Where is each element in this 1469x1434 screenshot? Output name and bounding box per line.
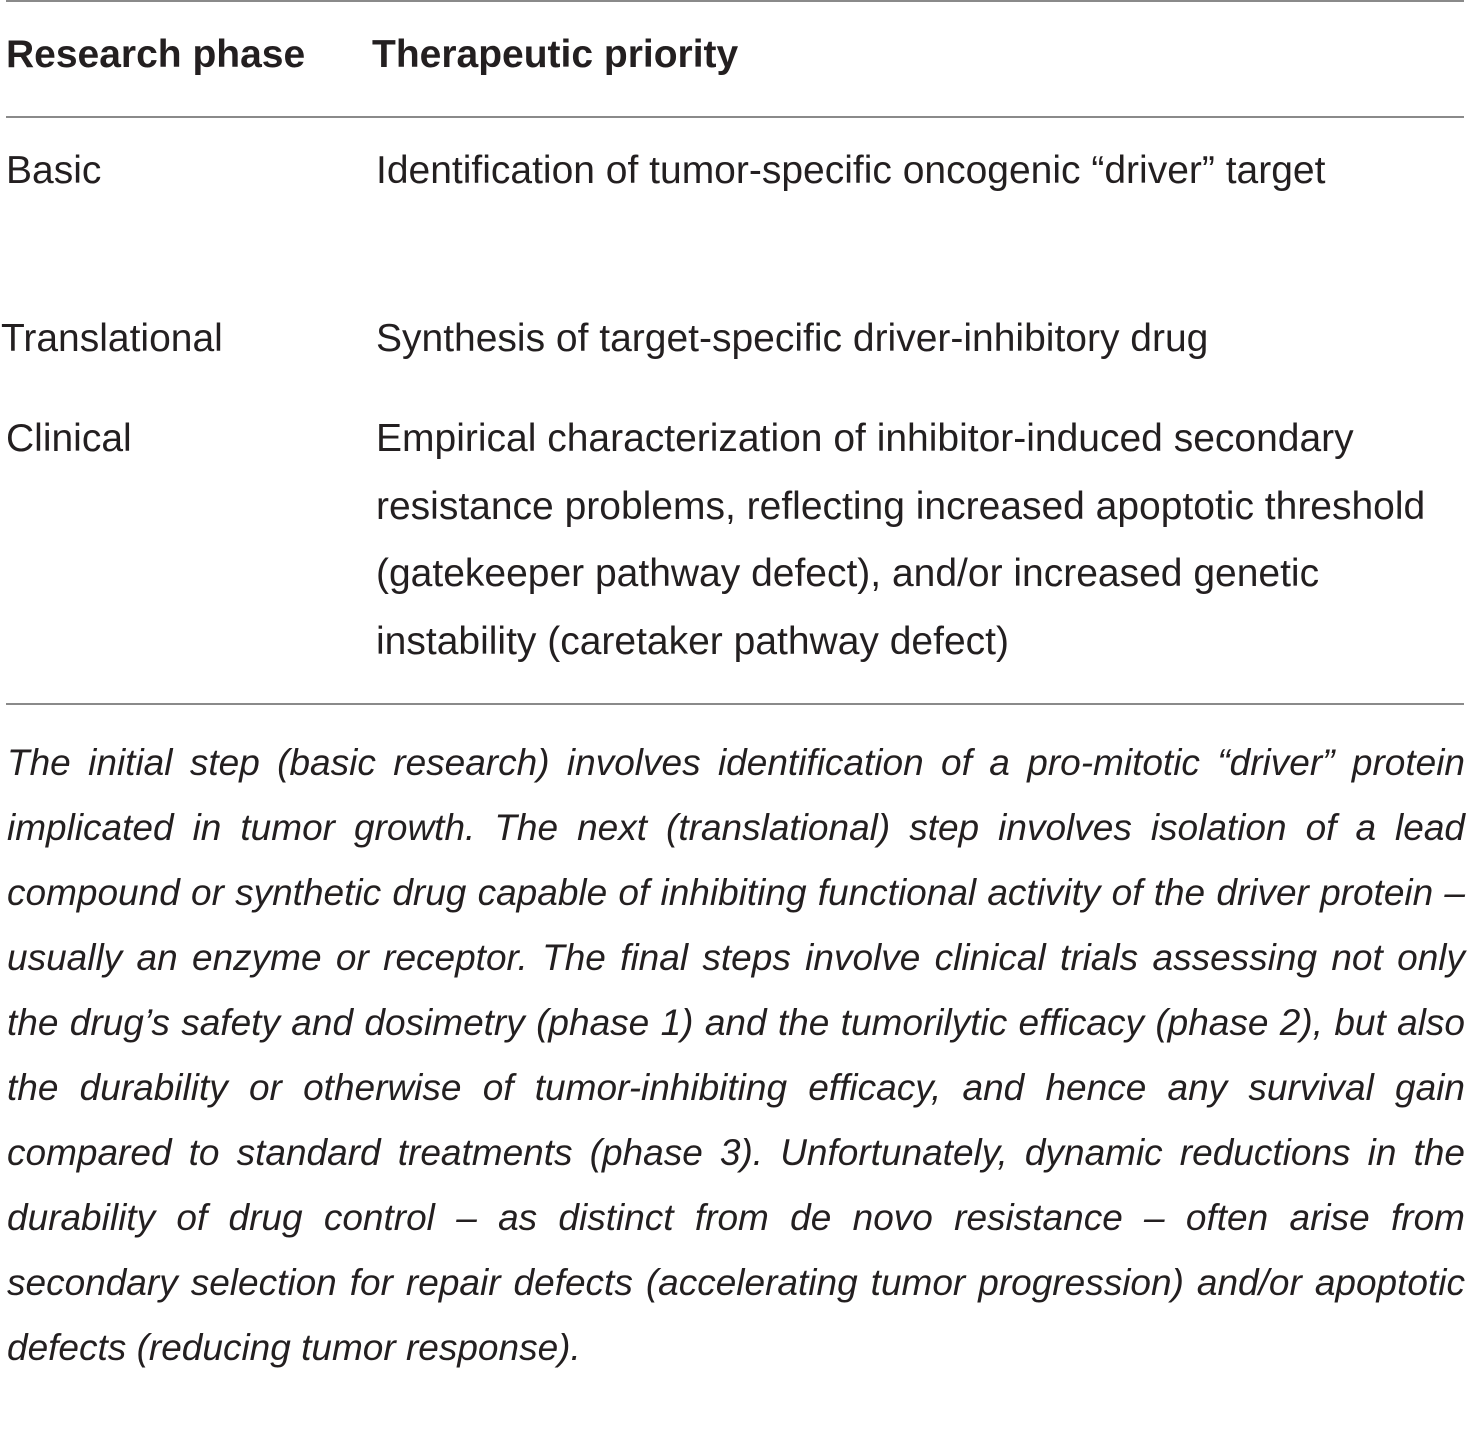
phase-cell: Clinical	[6, 417, 132, 460]
phase-cell: Basic	[6, 149, 102, 192]
priority-cell: Synthesis of target-specific driver-inhibitory drug	[376, 317, 1209, 360]
table-bottom-rule	[6, 703, 1464, 705]
table-footnote: The initial step (basic research) involves identification of a pro-mitotic “driver” protein implicated in tumor growth. The next (translational) step involves isolation of a lead compound or synthetic drug capable of inhibiting functional activity of the driver protein – usually an enzyme or receptor. The final steps involve clinical trials assessing not only the drug’s safety and dosimetry (phase 1) and the tumorilytic efficacy (phase 2), but also the durability or otherwise of tumor-inhibiting efficacy, and hence any survival gain compared to standard treatments (phase 3). Unfortunately, dynamic reductions in the durability of drug control – as distinct from de novo resistance – often arise from secondary selection for repair defects (accelerating tumor progression) and/or apoptotic defects (reducing tumor response).	[7, 742, 1465, 1368]
column-header-therapeutic-priority: Therapeutic priority	[372, 33, 739, 76]
header-divider-rule	[6, 116, 1464, 118]
priority-cell: Empirical characterization of inhibitor-induced secondary resistance problems, reflecting increased apoptotic threshold (gatekeeper pathway defect), and/or increased genetic instability (caretaker pathway defect)	[376, 417, 1426, 663]
column-header-research-phase: Research phase	[6, 33, 306, 76]
priority-cell: Identification of tumor-specific oncogenic “driver” target	[376, 149, 1326, 192]
table-top-rule	[6, 0, 1464, 2]
phase-cell: Translational	[1, 317, 223, 360]
